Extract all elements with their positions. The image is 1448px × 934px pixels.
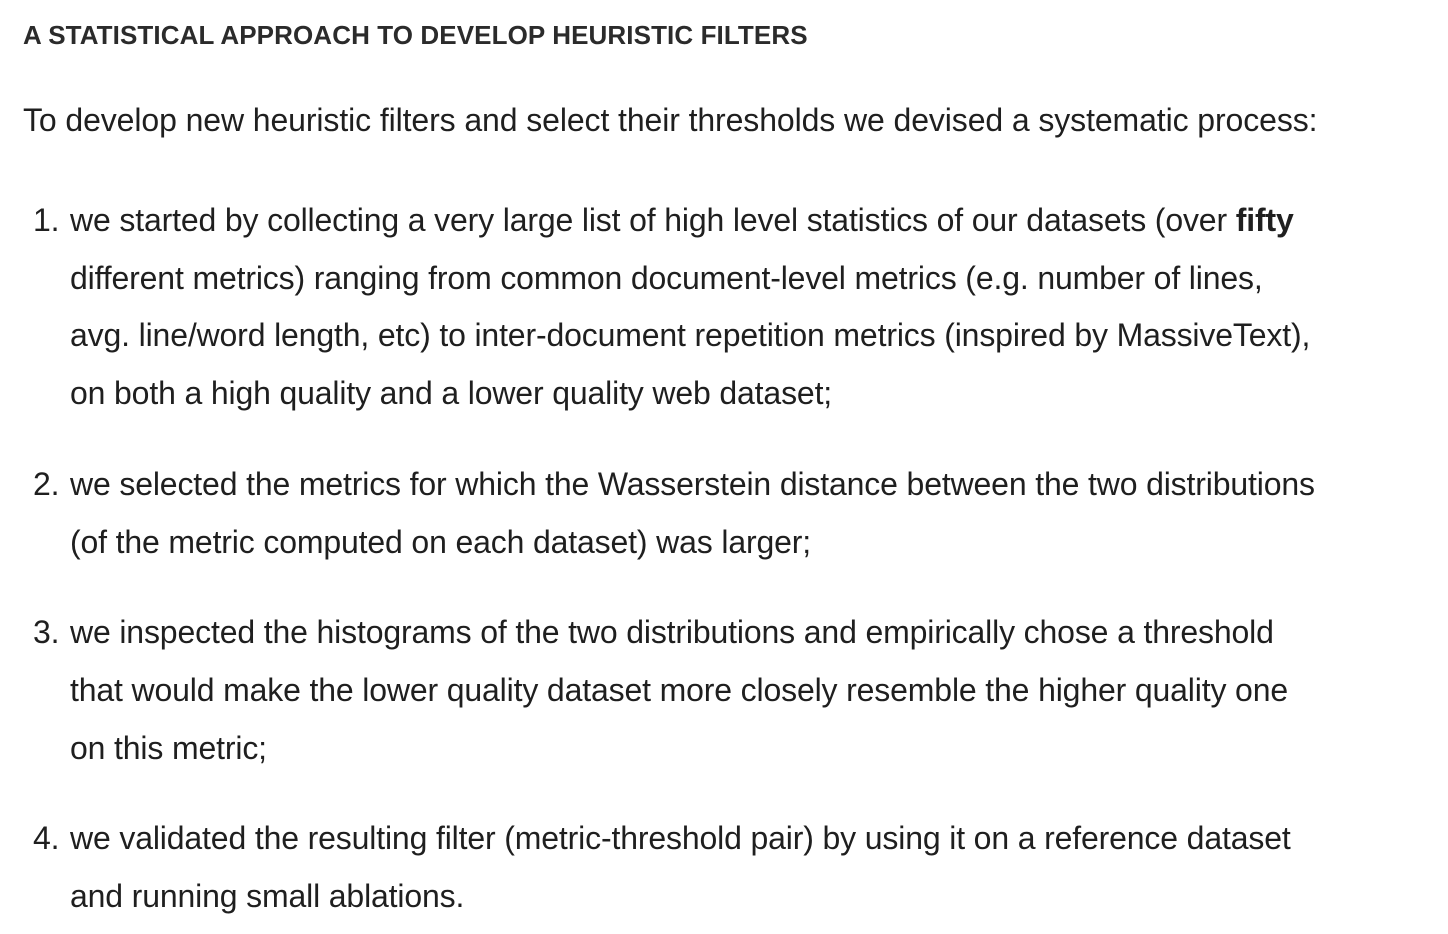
list-item-text: we started by collecting a very large list of high level statistics of our datasets (over <box>70 202 1236 238</box>
list-item <box>23 604 1448 777</box>
list-item-line: that would make the lower quality dataset more closely resemble the higher quality one <box>70 671 1288 708</box>
list-item-line: we validated the resulting filter (metric-threshold pair) by using it on a reference dataset <box>70 820 1291 857</box>
list-item <box>23 810 1448 925</box>
list-item-number: 2. <box>33 465 60 502</box>
emphasis-text: fifty <box>1235 202 1294 238</box>
list-item-number: 3. <box>33 614 60 651</box>
list-item-number: 4. <box>33 820 60 857</box>
list-item-number: 1. <box>33 202 60 238</box>
list-item-line <box>70 192 1448 250</box>
list-item-line: we selected the metrics for which the Wasserstein distance between the two distributions <box>70 465 1315 502</box>
list-item-line: on both a high quality and a lower quality web dataset; <box>70 375 833 412</box>
list-item-line: different metrics) ranging from common document-level metrics (e.g. number of lines, <box>70 259 1263 296</box>
list-item-line: and running small ablations. <box>70 878 465 915</box>
list-item-line: avg. line/word length, etc) to inter-document repetition metrics (inspired by MassiveText), <box>70 317 1311 354</box>
list-item-line: we inspected the histograms of the two distributions and empirically chose a threshold <box>70 614 1274 651</box>
process-steps-list <box>23 192 1448 926</box>
section-heading: A STATISTICAL APPROACH TO DEVELOP HEURISTIC FILTERS <box>23 20 808 50</box>
list-item-line: on this metric; <box>70 729 267 766</box>
list-item <box>23 192 1448 423</box>
intro-paragraph: To develop new heuristic filters and select their thresholds we devised a systematic process: <box>23 102 1318 138</box>
list-item-line: (of the metric computed on each dataset) was larger; <box>70 523 812 560</box>
list-item <box>23 456 1448 571</box>
